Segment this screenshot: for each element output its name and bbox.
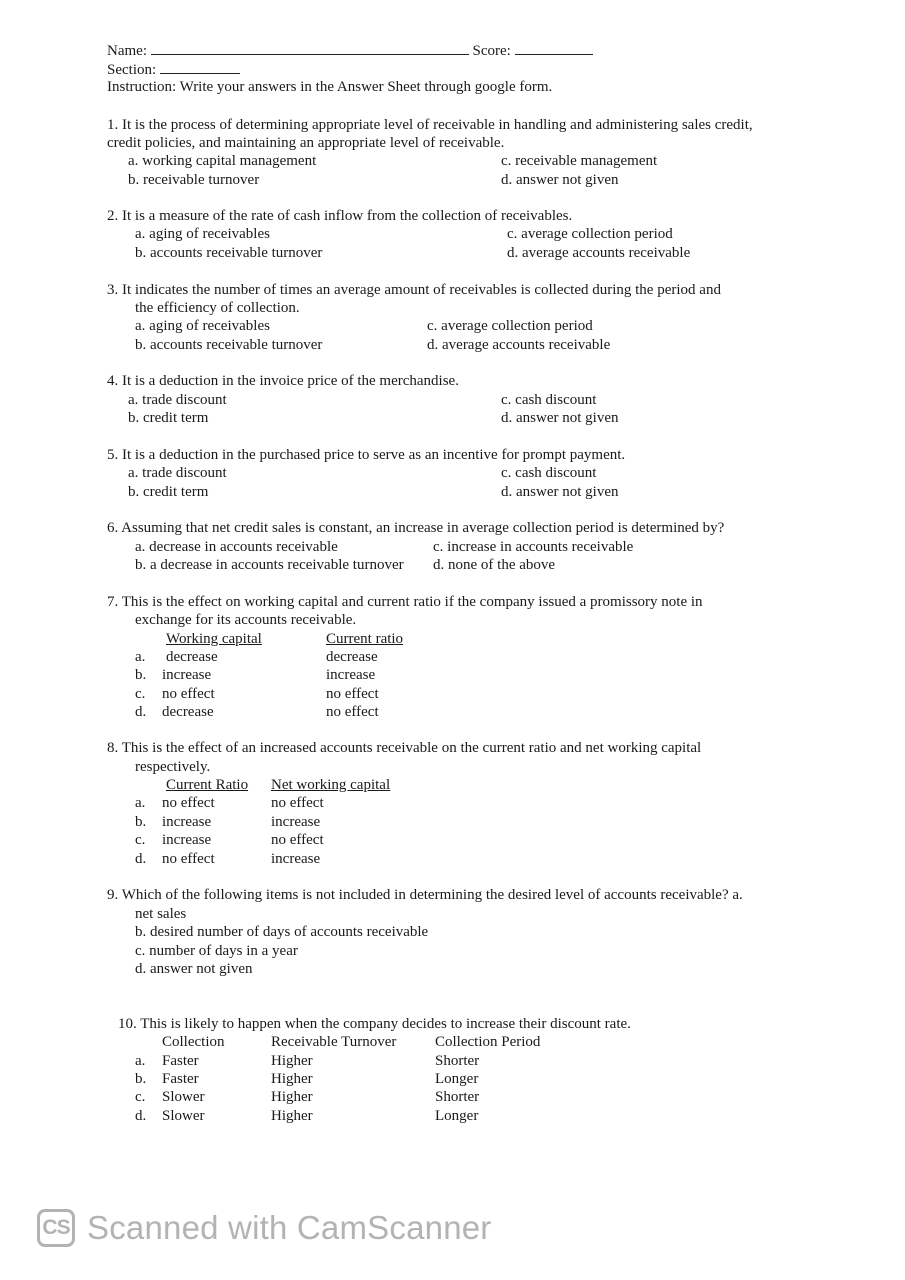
- question-10-stem: 10. This is likely to happen when the company decides to increase their discount rate.: [118, 1016, 631, 1032]
- question-10-cell: Longer: [435, 1071, 479, 1087]
- question-9-option-a: net sales: [135, 906, 187, 922]
- question-7-row-letter: d.: [135, 704, 147, 720]
- question-6-option-b: b. a decrease in accounts receivable turnover: [135, 557, 404, 573]
- question-2-stem: 2. It is a measure of the rate of cash inflow from the collection of receivables.: [107, 208, 573, 224]
- question-8-cell: increase: [162, 832, 212, 848]
- question-5-option-d: d. answer not given: [501, 484, 619, 500]
- question-10-header-collection-period: Collection Period: [435, 1034, 541, 1050]
- question-8-header-current-ratio: Current Ratio: [166, 777, 249, 793]
- question-9-stem: 9. Which of the following items is not included in determining the desired level of accounts receivable? a.: [107, 887, 743, 903]
- question-8-row-letter: d.: [135, 851, 147, 867]
- question-10-cell: Faster: [162, 1053, 199, 1069]
- question-1-option-c: c. receivable management: [501, 153, 658, 169]
- question-8-row-letter: b.: [135, 814, 147, 830]
- question-8-cell: increase: [162, 814, 212, 830]
- question-2-option-b: b. accounts receivable turnover: [135, 245, 323, 261]
- name-label: Name:: [107, 43, 147, 59]
- question-5-option-b: b. credit term: [128, 484, 209, 500]
- question-1-option-b: b. receivable turnover: [128, 172, 260, 188]
- question-8-stem-cont: respectively.: [135, 759, 211, 775]
- question-4-option-b: b. credit term: [128, 410, 209, 426]
- question-3-option-a: a. aging of receivables: [135, 318, 270, 334]
- question-10-header-receivable-turnover: Receivable Turnover: [271, 1034, 397, 1050]
- question-8-cell: increase: [271, 814, 321, 830]
- section-blank: [160, 60, 240, 74]
- question-10-cell: Shorter: [435, 1089, 480, 1105]
- name-field: [107, 41, 593, 60]
- question-10-cell: Slower: [162, 1089, 205, 1105]
- name-blank: [151, 41, 469, 55]
- question-10-cell: Longer: [435, 1108, 479, 1124]
- question-7-row-letter: a.: [135, 649, 146, 665]
- question-7-cell: no effect: [326, 686, 379, 702]
- camscanner-logo-icon: CS: [37, 1209, 75, 1247]
- question-6-option-c: c. increase in accounts receivable: [433, 539, 634, 555]
- question-6-option-a: a. decrease in accounts receivable: [135, 539, 338, 555]
- watermark-text: Scanned with CamScanner: [87, 1208, 492, 1246]
- question-10-header-collection: Collection: [162, 1034, 225, 1050]
- question-10-cell: Shorter: [435, 1053, 480, 1069]
- question-4-option-c: c. cash discount: [501, 392, 597, 408]
- section-field: [107, 60, 240, 79]
- question-8-stem: 8. This is the effect of an increased accounts receivable on the current ratio and net working capital: [107, 740, 702, 756]
- question-8-cell: no effect: [162, 795, 215, 811]
- question-7-cell: increase: [162, 667, 212, 683]
- question-9-option-d: d. answer not given: [135, 961, 253, 977]
- question-4-option-d: d. answer not given: [501, 410, 619, 426]
- instruction: Instruction: Write your answers in the Answer Sheet through google form.: [107, 79, 553, 95]
- question-3-option-d: d. average accounts receivable: [427, 337, 611, 353]
- question-8-cell: no effect: [271, 832, 324, 848]
- question-5-option-c: c. cash discount: [501, 465, 597, 481]
- question-4-stem: 4. It is a deduction in the invoice price of the merchandise.: [107, 373, 459, 389]
- question-6-stem: 6. Assuming that net credit sales is constant, an increase in average collection period is determined by?: [107, 520, 725, 536]
- question-8-row-letter: a.: [135, 795, 146, 811]
- question-1-stem: 1. It is the process of determining appropriate level of receivable in handling and administering sales credit,: [107, 117, 753, 133]
- question-7-header-working-capital: Working capital: [166, 631, 262, 647]
- question-7-cell: no effect: [326, 704, 379, 720]
- question-3-stem-cont: the efficiency of collection.: [135, 300, 300, 316]
- question-3-option-c: c. average collection period: [427, 318, 593, 334]
- question-10-cell: Higher: [271, 1053, 313, 1069]
- question-10-row-letter: a.: [135, 1053, 146, 1069]
- question-8-cell: no effect: [271, 795, 324, 811]
- question-9-option-c: c. number of days in a year: [135, 943, 298, 959]
- question-3-stem: 3. It indicates the number of times an average amount of receivables is collected during the period and: [107, 282, 721, 298]
- question-7-row-letter: c.: [135, 686, 146, 702]
- question-7-stem: 7. This is the effect on working capital and current ratio if the company issued a promissory note in: [107, 594, 703, 610]
- question-8-header-net-working-capital: Net working capital: [271, 777, 391, 793]
- question-7-cell: decrease: [326, 649, 378, 665]
- score-blank: [515, 41, 593, 55]
- question-10-row-letter: b.: [135, 1071, 147, 1087]
- question-2-option-c: c. average collection period: [507, 226, 673, 242]
- question-8-row-letter: c.: [135, 832, 146, 848]
- question-10-cell: Slower: [162, 1108, 205, 1124]
- question-2-option-a: a. aging of receivables: [135, 226, 270, 242]
- question-7-cell: no effect: [162, 686, 215, 702]
- question-8-cell: no effect: [162, 851, 215, 867]
- question-1-stem-cont: credit policies, and maintaining an appropriate level of receivable.: [107, 135, 505, 151]
- question-7-header-current-ratio: Current ratio: [326, 631, 404, 647]
- question-7-stem-cont: exchange for its accounts receivable.: [135, 612, 357, 628]
- question-9-option-b: b. desired number of days of accounts receivable: [135, 924, 429, 940]
- question-6-option-d: d. none of the above: [433, 557, 556, 573]
- question-7-cell: increase: [326, 667, 376, 683]
- camscanner-watermark: [37, 1206, 491, 1250]
- question-10-row-letter: c.: [135, 1089, 146, 1105]
- question-8-cell: increase: [271, 851, 321, 867]
- question-1-option-a: a. working capital management: [128, 153, 317, 169]
- question-10-row-letter: d.: [135, 1108, 147, 1124]
- question-5-option-a: a. trade discount: [128, 465, 227, 481]
- question-10-cell: Higher: [271, 1071, 313, 1087]
- question-1-option-d: d. answer not given: [501, 172, 619, 188]
- question-10-cell: Higher: [271, 1108, 313, 1124]
- question-4-option-a: a. trade discount: [128, 392, 227, 408]
- question-10-cell: Higher: [271, 1089, 313, 1105]
- question-7-cell: decrease: [166, 649, 218, 665]
- question-10-cell: Faster: [162, 1071, 199, 1087]
- question-7-cell: decrease: [162, 704, 214, 720]
- question-2-option-d: d. average accounts receivable: [507, 245, 691, 261]
- question-5-stem: 5. It is a deduction in the purchased price to serve as an incentive for prompt payment.: [107, 447, 626, 463]
- score-label: Score:: [472, 43, 511, 59]
- question-7-row-letter: b.: [135, 667, 147, 683]
- question-3-option-b: b. accounts receivable turnover: [135, 337, 323, 353]
- section-label: Section:: [107, 62, 157, 78]
